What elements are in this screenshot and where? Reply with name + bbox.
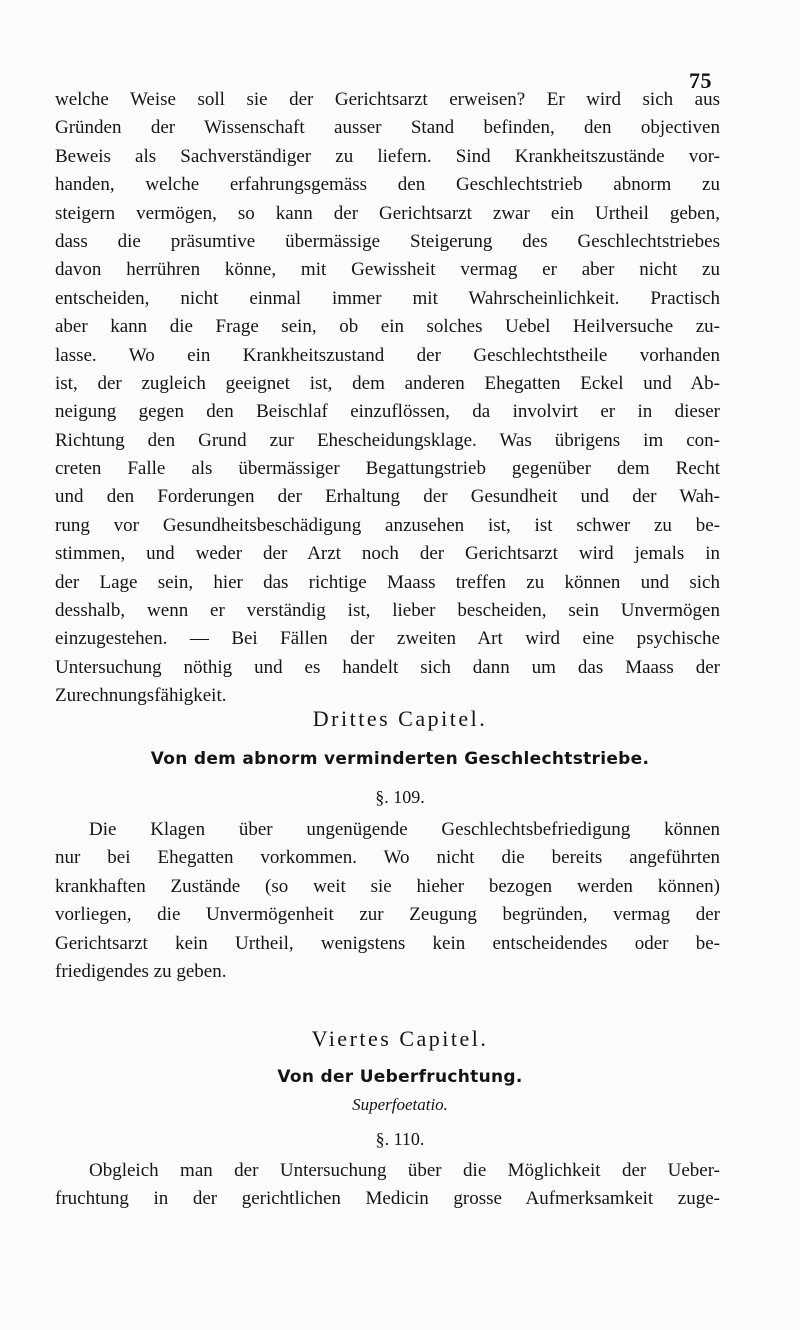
text-line: entscheiden, nicht einmal immer mit Wahrscheinlichkeit. Practisch: [55, 287, 720, 309]
text-line: davon herrühren könne, mit Gewissheit vermag er aber nicht zu: [55, 259, 720, 281]
text-line: Zurechnungsfähigkeit.: [55, 685, 227, 707]
text-line: rung vor Gesundheitsbeschädigung anzusehen ist, ist schwer zu be-: [55, 514, 720, 536]
text-line: creten Falle als übermässiger Begattungstrieb gegenüber dem Recht: [55, 458, 720, 480]
text-line: dass die präsumtive übermässige Steigerung des Geschlechtstriebes: [55, 230, 720, 252]
text-line: aber kann die Frage sein, ob ein solches Uebel Heilversuche zu-: [55, 316, 720, 338]
text-line: vorliegen, die Unvermögenheit zur Zeugung begründen, vermag der: [55, 904, 720, 926]
text-line: und den Forderungen der Erhaltung der Gesundheit und der Wah-: [55, 486, 720, 508]
text-line: nur bei Ehegatten vorkommen. Wo nicht die bereits angeführten: [55, 847, 720, 869]
text-line: handen, welche erfahrungsgemäss den Geschlechtstrieb abnorm zu: [55, 174, 720, 196]
page-number: 75: [689, 68, 712, 93]
section-110-number: §. 110.: [375, 1129, 425, 1149]
text-line: welche Weise soll sie der Gerichtsarzt erweisen? Er wird sich aus: [55, 89, 720, 110]
text-line: stimmen, und weder der Arzt noch der Gerichtsarzt wird jemals in: [55, 543, 720, 565]
paragraph-2: [55, 816, 720, 986]
chapter-4-subtitle: Von der Ueberfruchtung.: [277, 1067, 523, 1087]
text-line: fruchtung in der gerichtlichen Medicin grosse Aufmerksamkeit zuge-: [55, 1188, 720, 1210]
text-line: steigern vermögen, so kann der Gerichtsarzt zwar ein Urtheil geben,: [55, 202, 720, 224]
text-line: einzugestehen. — Bei Fällen der zweiten Art wird eine psychische: [55, 628, 720, 650]
chapter-4-heading: Viertes Capitel.: [311, 1026, 489, 1051]
text-line: ist, der zugleich geeignet ist, dem anderen Ehegatten Eckel und Ab-: [55, 372, 720, 394]
section-109-number: §. 109.: [375, 787, 425, 807]
text-line: Gerichtsarzt kein Urtheil, wenigstens kein entscheidendes oder be-: [55, 932, 720, 954]
paragraph-1: [55, 86, 720, 711]
text-line: neigung gegen den Beischlaf einzuflössen, da involvirt er in dieser: [55, 401, 720, 423]
text-line: der Lage sein, hier das richtige Maass treffen zu können und sich: [55, 571, 720, 593]
text-line: Richtung den Grund zur Ehescheidungsklage. Was übrigens im con-: [55, 429, 720, 451]
text-line: Die Klagen über ungenügende Geschlechtsbefriedigung können: [89, 819, 720, 840]
text-line: Obgleich man der Untersuchung über die Möglichkeit der Ueber-: [89, 1160, 720, 1181]
chapter-3-heading: Drittes Capitel.: [312, 706, 488, 731]
text-line: lasse. Wo ein Krankheitszustand der Geschlechtstheile vorhanden: [55, 344, 720, 366]
chapter-4-latin-term: Superfoetatio.: [352, 1095, 448, 1114]
text-line: friedigendes zu geben.: [55, 960, 227, 982]
chapter-3-subtitle: Von dem abnorm verminderten Geschlechtstriebe.: [150, 749, 650, 769]
text-line: krankhaften Zustände (so weit sie hieher bezogen werden können): [55, 875, 720, 897]
text-line: Beweis als Sachverständiger zu liefern. Sind Krankheitszustände vor-: [55, 145, 720, 167]
paragraph-3: [55, 1157, 720, 1214]
text-line: Untersuchung nöthig und es handelt sich dann um das Maass der: [55, 656, 720, 678]
text-line: Gründen der Wissenschaft ausser Stand befinden, den objectiven: [55, 117, 720, 139]
text-line: desshalb, wenn er verständig ist, lieber bescheiden, sein Unvermögen: [55, 600, 720, 622]
